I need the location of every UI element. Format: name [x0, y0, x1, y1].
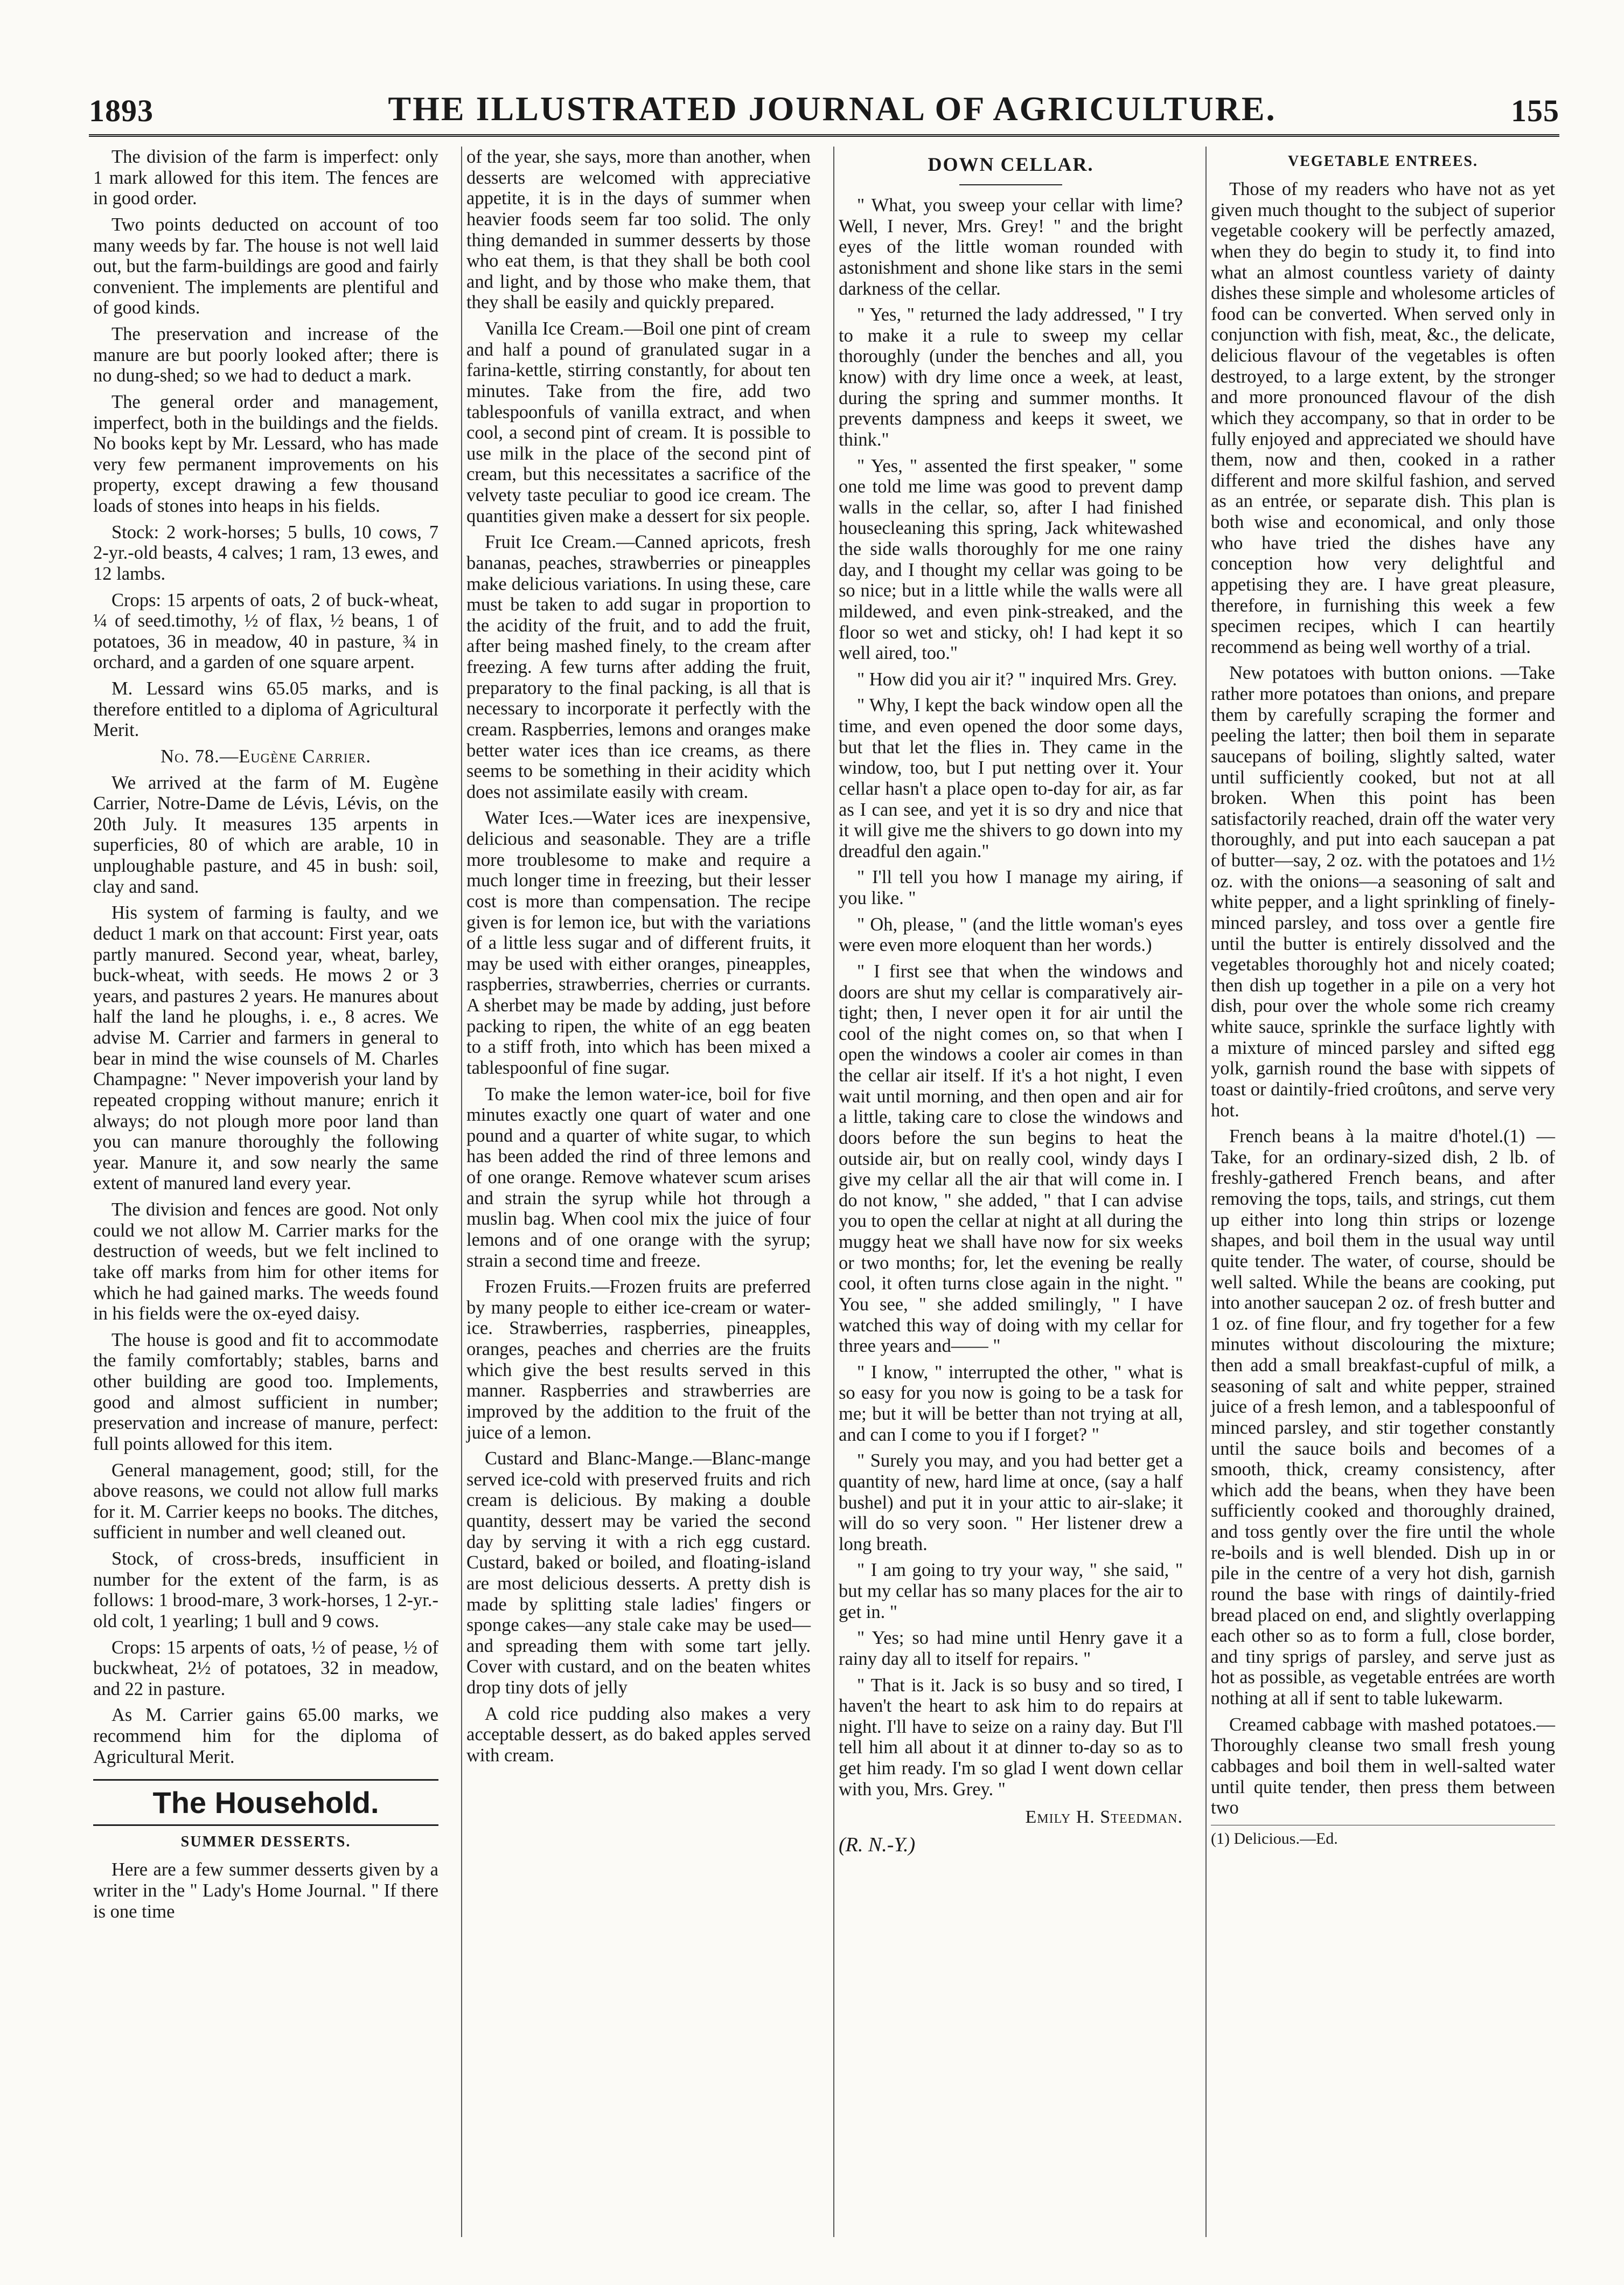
- paragraph: We arrived at the farm of M. Eugène Carrier, Notre-Dame de Lévis, Lévis, on the 20th July. It measures 135 arpents in superficies, 80 of which are arable, 10 in unploughable pasture, and 45 in bush: soil, clay and sand.: [93, 772, 438, 897]
- paragraph: " I know, " interrupted the other, " what is so easy for you now is going to be a task for me; but it will be better than not trying at all, and can I come to you if I forget? ": [839, 1362, 1183, 1445]
- paragraph: Those of my readers who have not as yet given much thought to the subject of superior vegetable cookery will be perfectly amazed, when they do begin to study it, to find into what an almost countless variety of dainty dishes these simple and wholesome articles of food can be converted. When served only in conjunction with fish, meat, &c., the delicate, delicious flavour of the vegetables is often destroyed, to a large extent, by the stronger and more pronounced flavour of the dish which they accompany, so that in order to be fully enjoyed and appreciated we should have them, now and then, cooked in a rather different and more skilful fashion, and served as an entrée, or separate dish. This plan is both wise and economical, and only those who have tried the dishes have any conception how very delightful and appetising they are. I have great pleasure, therefore, in furnishing this week a few specimen recipes, which I can heartily recommend as being well worthy of a trial.: [1211, 179, 1555, 657]
- paragraph: " Why, I kept the back window open all the time, and even opened the door some days, but that let the flies in. They came in the window, too, but I put netting over it. Your cellar hasn't a place open to-day for air, as far as I can see, and yet it is so dry and nice that it will give me the shivers to go down into my dreadful den again.": [839, 695, 1183, 862]
- paragraph: A cold rice pudding also makes a very acceptable dessert, as do baked apples served with cream.: [466, 1703, 811, 1766]
- paragraph: " I am going to try your way, " she said, " but my cellar has so many places for the air to get in. ": [839, 1560, 1183, 1622]
- paragraph: Frozen Fruits.—Frozen fruits are preferred by many people to either ice-cream or water-ice. Strawberries, raspberries, pineapples, oranges, peaches and cherries are the fruits which give the best results served in this manner. Raspberries and strawberries are improved by the addition to the fruit of the juice of a lemon.: [466, 1276, 811, 1443]
- paragraph: Two points deducted on account of too many weeds by far. The house is not well laid out, but the farm-buildings are good and fairly convenient. The implements are plentiful and of good kinds.: [93, 214, 438, 318]
- divider: [959, 184, 1063, 185]
- paragraph: Water Ices.—Water ices are inexpensive, delicious and seasonable. They are a trifle more troublesome to make and require a much longer time in freezing, but their lesser cost is more than compensation. The recipe given is for lemon ice, but with the variations of a little less sugar and of different fruits, it may be used with either oranges, pineapples, raspberries, strawberries, cherries or currants. A sherbet may be made by adding, just before packing to ripen, the white of an egg beaten to a stiff froth, into which has been mixed a tablespoonful of fine sugar.: [466, 808, 811, 1078]
- column-3: [833, 147, 1187, 2237]
- header-year: 1893: [89, 93, 154, 128]
- paragraph: His system of farming is faulty, and we deduct 1 mark on that account: First year, oats partly manured. Second year, wheat, barley, buck-wheat, with seeds. He mows 2 or 3 years, and pastures 2 years. He manures about half the land he ploughs, i. e., 8 acres. We advise M. Carrier and farmers in general to bear in mind the wise counsels of M. Charles Champagne: " Never impoverish your land by repeated cropping without manure; enrich it always; do not plough more poor land than you can manure thoroughly the following year. Manure it, and sow nearly the same extent of manured land every year.: [93, 902, 438, 1194]
- source-citation: (R. N.-Y.): [839, 1833, 916, 1857]
- entry-title: No. 78.—Eugène Carrier.: [161, 746, 371, 767]
- paragraph: Custard and Blanc-Mange.—Blanc-mange served ice-cold with preserved fruits and rich cream is delicious. By making a double quantity, dessert may be varied the second day by serving it with a rich egg custard. Custard, baked or boiled, and floating-island are most delicious desserts. A pretty dish is made by splitting stale ladies' fingers or sponge cakes—any stale cake may be used—and spreading them with some tart jelly. Cover with custard, and on the beaten whites drop tiny dots of jelly: [466, 1448, 811, 1698]
- author-signature: Emily H. Steedman.: [1025, 1807, 1183, 1828]
- paragraph: " That is it. Jack is so busy and so tired, I haven't the heart to ask him to do repairs at night. I'll have to seize on a rainy day. But I'll tell him all about it at dinner to-day so as to get him ready. I'm so glad I went down cellar with you, Mrs. Grey. ": [839, 1675, 1183, 1800]
- paragraph: of the year, she says, more than another, when desserts are welcomed with appreciative appetite, it is in the days of summer when heavier foods seem far too solid. The only thing demanded in summer desserts by those who eat them, is that they shall be both cool and light, and by those who make them, that they shall be easily and quickly prepared.: [466, 147, 811, 313]
- paragraph: " How did you air it? " inquired Mrs. Grey.: [857, 669, 1177, 690]
- paragraph: The general order and management, imperfect, both in the buildings and the fields. No books kept by Mr. Lessard, who has made very few permanent improvements on his property, except drawing a few thousand loads of stones into heaps in his fields.: [93, 391, 438, 516]
- paragraph: Vanilla Ice Cream.—Boil one pint of cream and half a pound of granulated sugar in a farina-kettle, stirring constantly, for about ten minutes. Take from the fire, add two tablespoonfuls of vanilla extract, and when cool, a second pint of cream. It is possible to use milk in the place of the second pint of cream, but this necessitates a sacrifice of the velvety taste peculiar to good ice cream. The quantities given make a dessert for six people.: [466, 318, 811, 526]
- paragraph: " Oh, please, " (and the little woman's eyes were even more eloquent than her words.): [839, 914, 1183, 956]
- journal-title: THE ILLUSTRATED JOURNAL OF AGRICULTURE.: [388, 89, 1277, 128]
- paragraph: As M. Carrier gains 65.00 marks, we recommend him for the diploma of Agricultural Merit.: [93, 1705, 438, 1767]
- section-title-household: The Household.: [93, 1779, 438, 1826]
- paragraph: " Yes, " assented the first speaker, " some one told me lime was good to prevent damp walls in the cellar, so, after I had finished housecleaning this spring, Jack whitewashed the side walls thoroughly for me one rainy day, and I thought my cellar was going to be so nice; but in a little while the walls were all mildewed, and even pink-streaked, and the floor so wet and sticky, oh! I had kept it so well aired, too.": [839, 455, 1183, 664]
- paragraph: Here are a few summer desserts given by a writer in the " Lady's Home Journal. " If there is one time: [93, 1859, 438, 1922]
- paragraph: General management, good; still, for the above reasons, we could not allow full marks for it. M. Carrier keeps no books. The ditches, sufficient in number and well cleaned out.: [93, 1460, 438, 1543]
- masthead: [89, 89, 1559, 137]
- paragraph: " I first see that when the windows and doors are shut my cellar is comparatively air-tight; then, I never open it for air until the cool of the night comes on, so that when I open the windows a cooler air comes in than the cellar air itself. If it's a hot night, I even wait until morning, and then open and air for a little, taking care to close the windows and doors before the sun begins to heat the outside air, but on really cool, windy days I give my cellar all the air that will come in. I do not know, " she added, " that I can advise you to open the cellar at night at all during the muggy heat we shall have now for six weeks or two months; for, let the evening be really cool, it often turns close again in the night. " You see, " she added smilingly, " I have watched this way of doing with my cellar for three years and—— ": [839, 961, 1183, 1357]
- page-number: 155: [1511, 93, 1559, 128]
- paragraph: To make the lemon water-ice, boil for five minutes exactly one quart of water and one pound and a quarter of white sugar, to which has been added the rind of three lemons and of one orange. Remove whatever scum arises and strain the syrup while hot through a muslin bag. When cool mix the juice of four lemons and of one orange with the syrup; strain a second time and freeze.: [466, 1084, 811, 1271]
- paragraph: Fruit Ice Cream.—Canned apricots, fresh bananas, peaches, strawberries or pineapples make delicious variations. In using these, care must be taken to add sugar in proportion to the acidity of the fruit, and to add the fruit, after being mashed finely, to the cream after freezing. A few turns after adding the fruit, preparatory to the final packing, is all that is necessary to incorporate it perfectly with the cream. Raspberries, lemons and oranges make better water ices than ice creams, as there seems to be something in their acidity which does not assimilate easily with cream.: [466, 532, 811, 802]
- column-4: [1205, 147, 1559, 2237]
- paragraph: The house is good and fit to accommodate the family comfortably; stables, barns and other building are good too. Implements, good and almost sufficient in number; preservation and increase of manure, perfect: full points allowed for this item.: [93, 1329, 438, 1454]
- paragraph: " I'll tell you how I manage my airing, if you like. ": [839, 867, 1183, 908]
- column-2: [461, 147, 815, 2237]
- paragraph: The preservation and increase of the manure are but poorly looked after; there is no dung-shed; so we had to deduct a mark.: [93, 324, 438, 386]
- paragraph: Crops: 15 arpents of oats, ½ of pease, ½ of buckwheat, 2½ of potatoes, 32 in meadow, and 22 in pasture.: [93, 1637, 438, 1699]
- paragraph: " Surely you may, and you had better get a quantity of new, hard lime at once, (say a half bushel) and put it in your attic to air-slake; it will do so very soon. " Her listener drew a long breath.: [839, 1450, 1183, 1554]
- column-1: [89, 147, 443, 2237]
- heading-down-cellar: DOWN CELLAR.: [928, 154, 1094, 175]
- paragraph: Creamed cabbage with mashed potatoes.—Thoroughly cleanse two small fresh young cabbages and boil them in well-salted water until quite tender, then press them between two: [1211, 1714, 1555, 1818]
- paragraph: Crops: 15 arpents of oats, 2 of buck-wheat, ¼ of seed.timothy, ½ of flax, ½ beans, 1 of potatoes, 36 in meadow, 40 in pasture, ¾ in orchard, and a garden of one square arpent.: [93, 589, 438, 673]
- text-columns: [89, 147, 1559, 2237]
- paragraph: Stock: 2 work-horses; 5 bulls, 10 cows, 7 2-yr.-old beasts, 4 calves; 1 ram, 13 ewes, and 12 lambs.: [93, 522, 438, 584]
- paragraph: The division of the farm is imperfect: only 1 mark allowed for this item. The fences are in good order.: [93, 147, 438, 209]
- heading-vegetable-entrees: VEGETABLE ENTREES.: [1288, 153, 1478, 170]
- paragraph: Stock, of cross-breds, insufficient in number for the extent of the farm, is as follows: 1 brood-mare, 3 work-horses, 1 2-yr.-old colt, 1 yearling; 1 bull and 9 cows.: [93, 1548, 438, 1631]
- paragraph: " Yes; so had mine until Henry gave it a rainy day all to itself for repairs. ": [839, 1628, 1183, 1669]
- sub-heading-summer-desserts: SUMMER DESSERTS.: [180, 1833, 351, 1851]
- paragraph: New potatoes with button onions. —Take rather more potatoes than onions, and prepare them by carefully scraping the former and peeling the latter; then boil them in separate saucepans of boiling, slightly salted, water until sufficiently cooked, but not at all broken. When this point has been satisfactorily reached, drain off the water very thoroughly, and put into each saucepan a pat of butter—say, 2 oz. with the potatoes and 1½ oz. with the onions—a seasoning of salt and white pepper, and a light sprinkling of finely-minced parsley, and toss over a gentle fire until the butter is entirely dissolved and the vegetables thoroughly hot and nicely coated; then dish up together in a pile on a very hot dish, pour over the whole some rich creamy white sauce, sprinkle the surface lightly with a mixture of minced parsley and sifted egg yolk, garnish round the base with sippets of toast or daintily-fried croûtons, and serve very hot.: [1211, 663, 1556, 1121]
- paragraph: French beans à la maitre d'hotel.(1) —Take, for an ordinary-sized dish, 2 lb. of freshly-gathered French beans, and after removing the tops, tails, and strings, cut them up either into long thin strips or lozenge shapes, and boil them in the usual way until quite tender. The water, of course, should be well salted. While the beans are cooking, put into another saucepan 2 oz. of fresh butter and 1 oz. of fine flour, and fry together for a few minutes without discolouring the mixture; then add a small breakfast-cupful of milk, a seasoning of salt and white pepper, strained juice of a fresh lemon, and a tablespoonful of minced parsley, and stir together constantly until the sauce boils and becomes of a smooth, thick, creamy consistency, after which add the beans, when they have been sufficiently cooked and thoroughly drained, and toss gently over the fire until the whole re-boils and is well blended. Dish up in or pile in the centre of a very hot dish, garnish round the base with rings of daintily-fried bread placed on end, and slightly overlapping each other so as to form a full, close border, and tiny sprigs of parsley, and serve just as hot as possible, as vegetable entrées are worth nothing at all if sent to table lukewarm.: [1211, 1126, 1555, 1708]
- paragraph: " Yes, " returned the lady addressed, " I try to make it a rule to sweep my cellar thoroughly (under the benches and all, you know) with dry lime once a week, at least, during the spring and summer months. It prevents dampness and keeps it sweet, we think.": [839, 304, 1183, 450]
- paragraph: " What, you sweep your cellar with lime? Well, I never, Mrs. Grey! " and the bright eyes of the little woman rounded with astonishment and shone like stars in the semi darkness of the cellar.: [839, 195, 1183, 299]
- footnote: (1) Delicious.—Ed.: [1211, 1825, 1555, 1848]
- paragraph: The division and fences are good. Not only could we not allow M. Carrier marks for the destruction of weeds, but we felt inclined to take off marks from him for other items for which he had gained marks. The weeds found in his fields were the ox-eyed daisy.: [93, 1199, 438, 1324]
- paragraph: M. Lessard wins 65.05 marks, and is therefore entitled to a diploma of Agricultural Merit.: [93, 678, 438, 741]
